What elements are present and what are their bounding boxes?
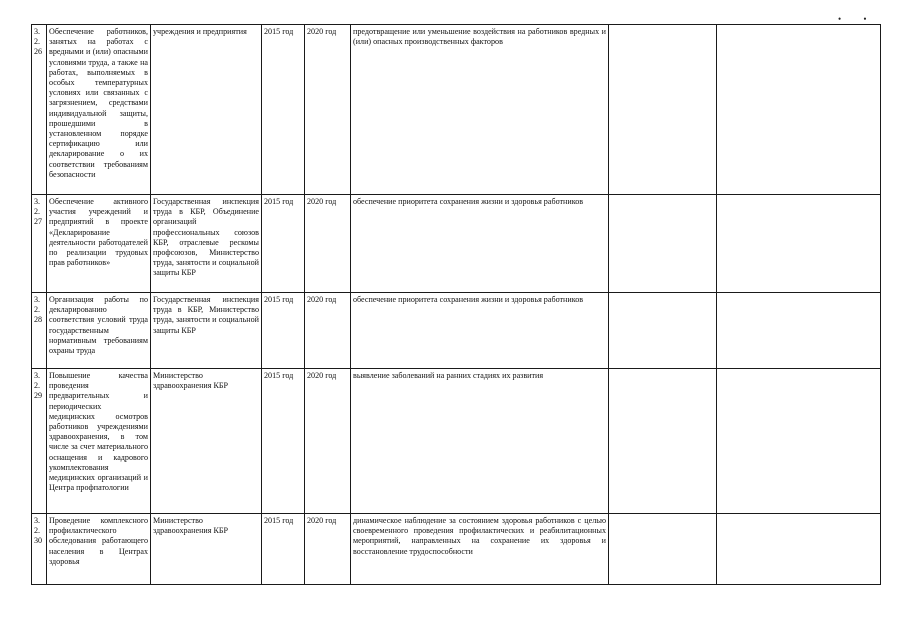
start-year-cell: 2015 год: [262, 25, 305, 195]
table-row: [32, 514, 881, 585]
result-cell: предотвращение или уменьшение воздействия на работников вредных и (или) опасных производственных факторов: [351, 25, 609, 195]
start-year-cell: 2015 год: [262, 514, 305, 585]
row-number: 3.2.26: [32, 25, 47, 195]
result-cell: выявление заболеваний на ранних стадиях их развития: [351, 369, 609, 514]
empty-cell: [717, 25, 881, 195]
executor-cell: Государственная инспекция труда в КБР, Объединение организаций профессиональных союзов КБР, отраслевые рескомы профсоюзов, Министерство труда, занятости и социальной защиты КБР: [151, 195, 262, 293]
row-number: 3.2.28: [32, 293, 47, 369]
row-number: 3.2.27: [32, 195, 47, 293]
start-year-cell: 2015 год: [262, 293, 305, 369]
end-year-cell: 2020 год: [305, 293, 351, 369]
empty-cell: [717, 195, 881, 293]
row-number: 3.2.29: [32, 369, 47, 514]
measure-cell: Организация работы по декларированию соответствия условий труда государственным нормативным требованиям охраны труда: [47, 293, 151, 369]
table-body: [32, 25, 881, 585]
empty-cell: [717, 514, 881, 585]
table-row: [32, 195, 881, 293]
table-row: [32, 25, 881, 195]
row-number: 3.2.30: [32, 514, 47, 585]
result-cell: обеспечение приоритета сохранения жизни и здоровья работников: [351, 293, 609, 369]
measure-cell: Повышение качества проведения предварительных и периодических медицинских осмотров работников учреждениями здравоохранения, в том числе за счет материального оснащения и кадрового укомплектования медицинских организаций и Центра профпатологии: [47, 369, 151, 514]
empty-cell: [609, 514, 717, 585]
start-year-cell: 2015 год: [262, 369, 305, 514]
measure-cell: Обеспечение работников, занятых на работах с вредными и (или) опасными условиями труда, а также на работах, выполняемых в особых температурных условиях или связанных с загрязнением, средствами индивидуальной защиты, прошедшими в установленном порядке сертификацию или декларирование о их соответствии требованиям безопасности: [47, 25, 151, 195]
executor-cell: учреждения и предприятия: [151, 25, 262, 195]
measures-table: [31, 24, 881, 585]
empty-cell: [609, 369, 717, 514]
empty-cell: [717, 293, 881, 369]
table-row: [32, 369, 881, 514]
result-cell: динамическое наблюдение за состоянием здоровья работников с целью своевременного проведения профилактических и реабилитационных мероприятий, направленных на сохранение их здоровья и восстановление трудоспособности: [351, 514, 609, 585]
end-year-cell: 2020 год: [305, 369, 351, 514]
empty-cell: [609, 25, 717, 195]
measure-cell: Обеспечение активного участия учреждений и предприятий в проекте «Декларирование деятельности работодателей по реализации трудовых прав работников»: [47, 195, 151, 293]
start-year-cell: 2015 год: [262, 195, 305, 293]
executor-cell: Министерство здравоохранения КБР: [151, 369, 262, 514]
executor-cell: Государственная инспекция труда в КБР, Министерство труда, занятости и социальной защиты КБР: [151, 293, 262, 369]
result-cell: обеспечение приоритета сохранения жизни и здоровья работников: [351, 195, 609, 293]
measure-cell: Проведение комплексного профилактического обследования работающего населения в Центрах здоровья: [47, 514, 151, 585]
empty-cell: [717, 369, 881, 514]
empty-cell: [609, 293, 717, 369]
table-row: [32, 293, 881, 369]
end-year-cell: 2020 год: [305, 514, 351, 585]
empty-cell: [609, 195, 717, 293]
end-year-cell: 2020 год: [305, 25, 351, 195]
executor-cell: Министерство здравоохранения КБР: [151, 514, 262, 585]
end-year-cell: 2020 год: [305, 195, 351, 293]
page-corner-marks: • •: [838, 14, 877, 24]
